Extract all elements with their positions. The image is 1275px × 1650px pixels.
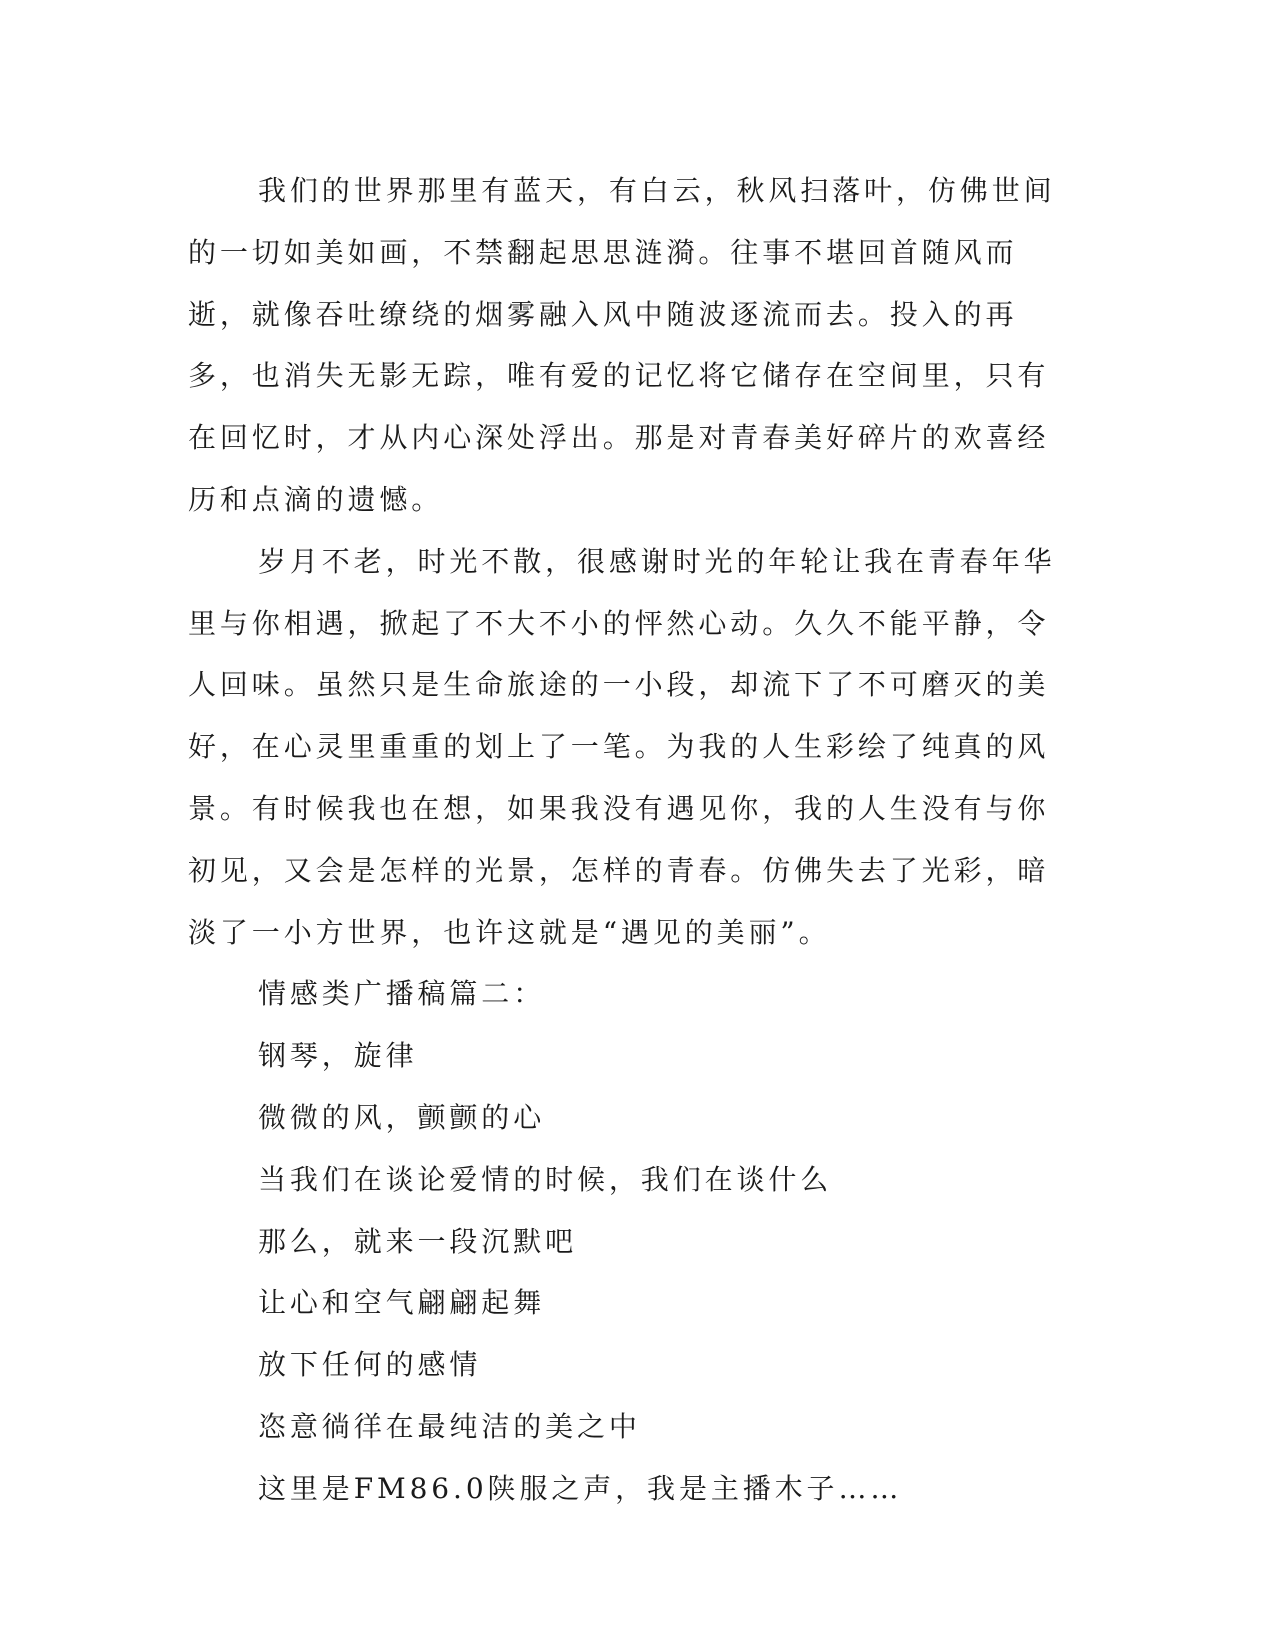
poem-line-2: 微微的风，颤颤的心 <box>258 1100 546 1134</box>
poem-line-1: 钢琴，旋律 <box>258 1039 418 1073</box>
paragraph-1: 我们的世界那里有蓝天，有白云，秋风扫落叶，仿佛世间的一切如美如画，不禁翻起思思涟漪。往事不堪回首随风而逝，就像吞吐缭绕的烟雾融入风中随波逐流而去。投入的再多，也消失无影无踪，唯有爱的记忆将它储存在空间里，只有在回忆时，才从内心深处浮出。那是对青春美好碎片的欢喜经历和点滴的遗憾。 <box>188 174 1056 516</box>
poem-line-3: 当我们在谈论爱情的时候，我们在谈什么 <box>258 1162 833 1196</box>
poem-line-4: 那么，就来一段沉默吧 <box>258 1224 578 1258</box>
poem-line-5: 让心和空气翩翩起舞 <box>258 1286 546 1320</box>
poem-line-6: 放下任何的感情 <box>258 1348 482 1382</box>
section-heading: 情感类广播稿篇二： <box>258 977 546 1011</box>
poem-line-8: 这里是FM86.0陕服之声，我是主播木子…… <box>258 1471 903 1505</box>
document-body <box>188 160 1070 1520</box>
paragraph-2: 岁月不老，时光不散，很感谢时光的年轮让我在青春年华里与你相遇，掀起了不大不小的怦然心动。久久不能平静，令人回味。虽然只是生命旅途的一小段，却流下了不可磨灭的美好，在心灵里重重的划上了一笔。为我的人生彩绘了纯真的风景。有时候我也在想，如果我没有遇见你，我的人生没有与你初见，又会是怎样的光景，怎样的青春。仿佛失去了光彩，暗淡了一小方世界，也许这就是“遇见的美丽”。 <box>188 544 1056 949</box>
poem-line-7: 恣意徜徉在最纯洁的美之中 <box>258 1409 641 1443</box>
